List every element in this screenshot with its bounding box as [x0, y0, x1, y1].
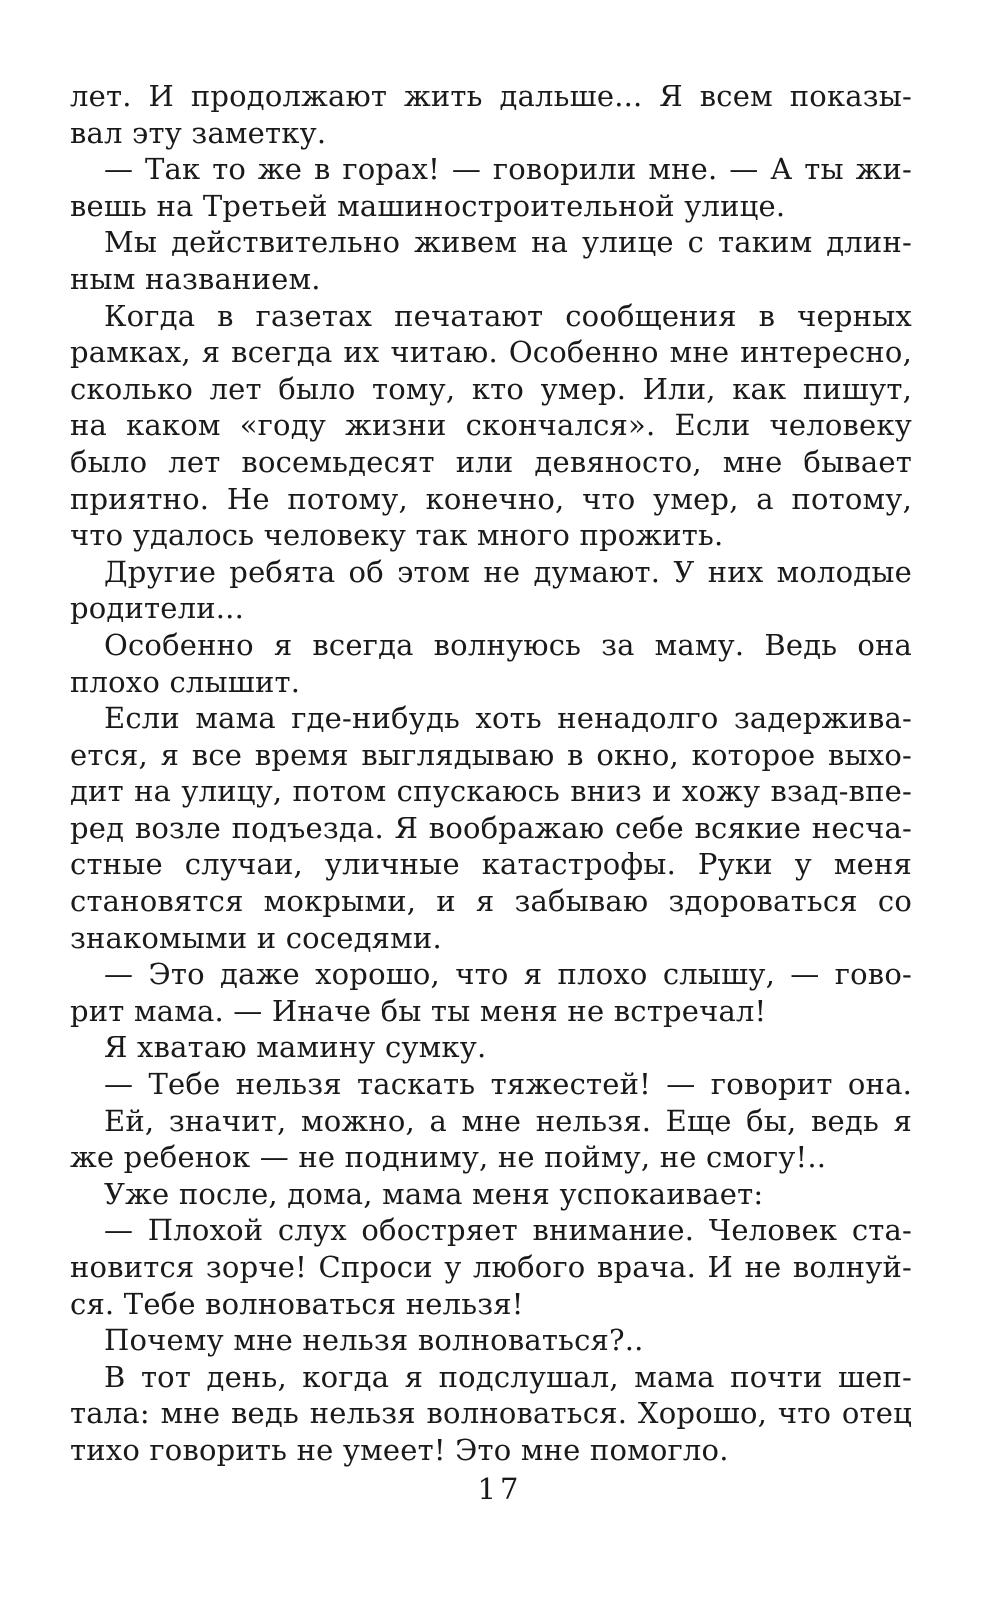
text-line: Уже после, дома, мама меня успокаивает:: [104, 1176, 764, 1211]
text-line: В тот день, когда я подслушал, мама почти шеп-: [104, 1359, 912, 1394]
text-line: Когда в газетах печатают сообщения в черных: [104, 298, 912, 333]
page-number: 17: [477, 1472, 523, 1506]
text-line: же ребенок — не подниму, не пойму, не смогу!..: [70, 1140, 827, 1175]
text-line: — Плохой слух обостряет внимание. Человек ста-: [104, 1213, 912, 1248]
text-line: лет. И продолжают жить дальше... Я всем показы-: [70, 79, 912, 113]
text-line: тихо говорить не умеет! Это мне помогло.: [70, 1432, 729, 1467]
text-line: сколько лет было тому, кто умер. Или, как пишут,: [70, 371, 912, 406]
text-line: Если мама где-нибудь хоть ненадолго задержива-: [104, 701, 912, 736]
text-line: плохо слышит.: [70, 664, 301, 699]
text-line: Почему мне нельзя волноваться?..: [104, 1323, 644, 1358]
text-line: Я хватаю мамину сумку.: [104, 1030, 487, 1065]
text-line: родители...: [70, 591, 245, 626]
text-line: становятся мокрыми, и я забываю здороваться со: [70, 884, 912, 919]
text-line: ется, я все время выглядываю в окно, которое выхо-: [70, 737, 912, 772]
text-line: Мы действительно живем на улице с таким длин-: [104, 225, 912, 260]
text-line: знакомыми и соседями.: [70, 920, 442, 955]
text-line: рит мама. — Иначе бы ты меня не встречал!: [70, 993, 767, 1028]
text-line: новится зорче! Спроси у любого врача. И не волнуй-: [70, 1250, 912, 1284]
text-line: стные случаи, уличные катастрофы. Руки у меня: [70, 847, 912, 882]
text-line: было лет восемьдесят или девяносто, мне бывает: [70, 444, 912, 479]
text-line: рамках, я всегда их читаю. Особенно мне интересно,: [70, 335, 912, 370]
text-line: ред возле подъезда. Я воображаю себе всякие несча-: [70, 810, 912, 845]
book-page-text: [70, 78, 912, 1469]
text-line: Особенно я всегда волнуюсь за маму. Ведь она: [104, 627, 912, 662]
text-line: вал эту заметку.: [70, 115, 327, 150]
text-line: — Тебе нельзя таскать тяжестей! — говорит она.: [104, 1067, 912, 1102]
text-line: — Это даже хорошо, что я плохо слышу, — гово-: [104, 957, 912, 992]
text-line: ным названием.: [70, 261, 321, 296]
text-line: Другие ребята об этом не думают. У них молодые: [104, 554, 912, 589]
text-line: что удалось человеку так много прожить.: [70, 518, 724, 553]
text-line: ся. Тебе волноваться нельзя!: [70, 1286, 524, 1321]
text-line: вешь на Третьей машиностроительной улице.: [70, 188, 786, 223]
text-line: тала: мне ведь нельзя волноваться. Хорошо, что отец: [70, 1396, 912, 1431]
text-line: — Так то же в горах! — говорили мне. — А ты жи-: [104, 152, 912, 187]
text-line: Ей, значит, можно, а мне нельзя. Еще бы, ведь я: [104, 1103, 912, 1138]
text-line: приятно. Не потому, конечно, что умер, а потому,: [70, 481, 912, 516]
text-line: на каком «году жизни скончался». Если человеку: [70, 408, 912, 443]
text-line: дит на улицу, потом спускаюсь вниз и хожу взад-впе-: [70, 774, 912, 809]
